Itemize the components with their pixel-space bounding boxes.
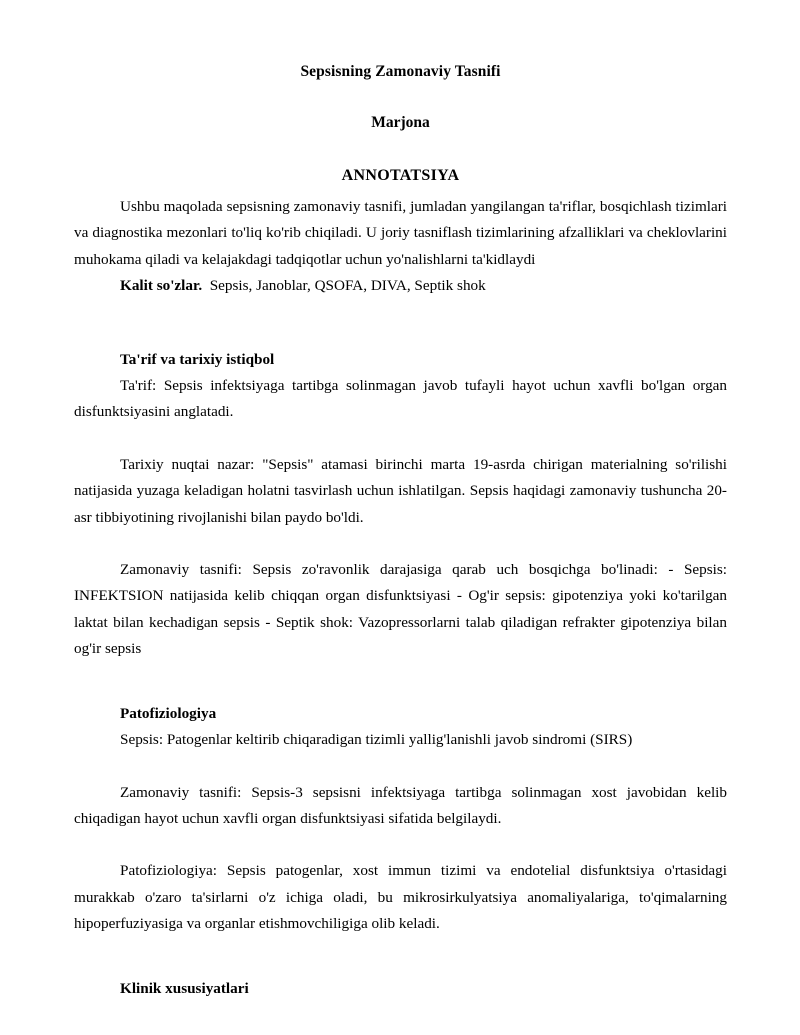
spacer [74,300,727,347]
section-paragraph-sepsis3: Zamonaviy tasnifi: Sepsis-3 sepsisni infektsiyaga tartibga solinmagan xost javobidan kelib chiqadigan hayot uchun xavfli organ disfunktsiyasi sifatida belgilaydi. [74,783,727,827]
section-heading-definition: Ta'rif va tarixiy istiqbol [120,350,275,368]
section-heading-clinical-features: Klinik xususiyatlari [120,979,249,997]
abstract-paragraph: Ushbu maqolada sepsisning zamonaviy tasnifi, jumladan yangilangan ta'riflar, bosqichlash tizimlari va diagnostika mezonlari to'liq ko'rib chiqiladi. U joriy tasniflash tizimlarining afzalliklari va cheklovlarini muhokama qiladi va kelajakdagi tadqiqotlar uchun yo'nalishlarni ta'kidlaydi [74,198,727,268]
spacer [74,938,727,976]
spacer [74,832,727,858]
spacer [74,754,727,780]
section-heading-pathophysiology: Patofiziologiya [120,704,217,722]
section-paragraph-history: Tarixiy nuqtai nazar: "Sepsis" atamasi birinchi marta 19-asrda chirigan materialning so'rilishi natijasida yuzaga keladigan holatni tasvirlash uchun ishlatilgan. Sepsis haqidagi zamonaviy tushuncha 20-asr tibbiyotining rivojlanishi bilan paydo bo'ldi. [74,455,727,526]
spacer [74,426,727,452]
spacer [74,531,727,557]
section-paragraph-sirs: Sepsis: Patogenlar keltirib chiqaradigan tizimli yallig'lanishli javob sindromi (SIRS) [120,731,633,749]
section-paragraph-pathophysiology-detail: Patofiziologiya: Sepsis patogenlar, xost immun tizimi va endotelial disfunktsiya o'rtasidagi murakkab o'zaro ta'sirlarni o'z ichiga oladi, bu mikrosirkulyatsiya anomaliyalariga, to'qimalarning hipoperfuziyasiga va organlar etishmovchiligiga olib keladi. [74,862,727,933]
section-paragraph-definition: Ta'rif: Sepsis infektsiyaga tartibga solinmagan javob tufayli hayot uchun xavfli bo'lgan organ disfunktsiyasini anglatadi. [74,377,727,421]
abstract-body-wrapper [74,185,727,273]
document-content [74,0,727,1002]
page-title: Sepsisning Zamonaviy Tasnifi [300,63,501,80]
author-name: Marjona [371,114,430,131]
abstract-heading: ANNOTATSIYA [341,167,460,184]
spacer [74,663,727,701]
keywords-value: Sepsis, Janoblar, QSOFA, DIVA, Septik shok [209,277,486,295]
section-paragraph-modern-classification: Zamonaviy tasnifi: Sepsis zo'ravonlik darajasiga qarab uch bosqichga bo'linadi: - Sepsis: INFEKTSION natijasida kelib chiqqan organ disfunktsiyasi - Og'ir sepsis: gipotenziya yoki ko'tarilgan laktat bilan kechadigan sepsis - Septik shok: Vazopressorlarni talab qiladigan refrakter gipotenziya bilan og'ir sepsis [74,561,727,658]
keywords-line [74,273,727,299]
keywords-label: Kalit so'zlar. [120,277,203,295]
